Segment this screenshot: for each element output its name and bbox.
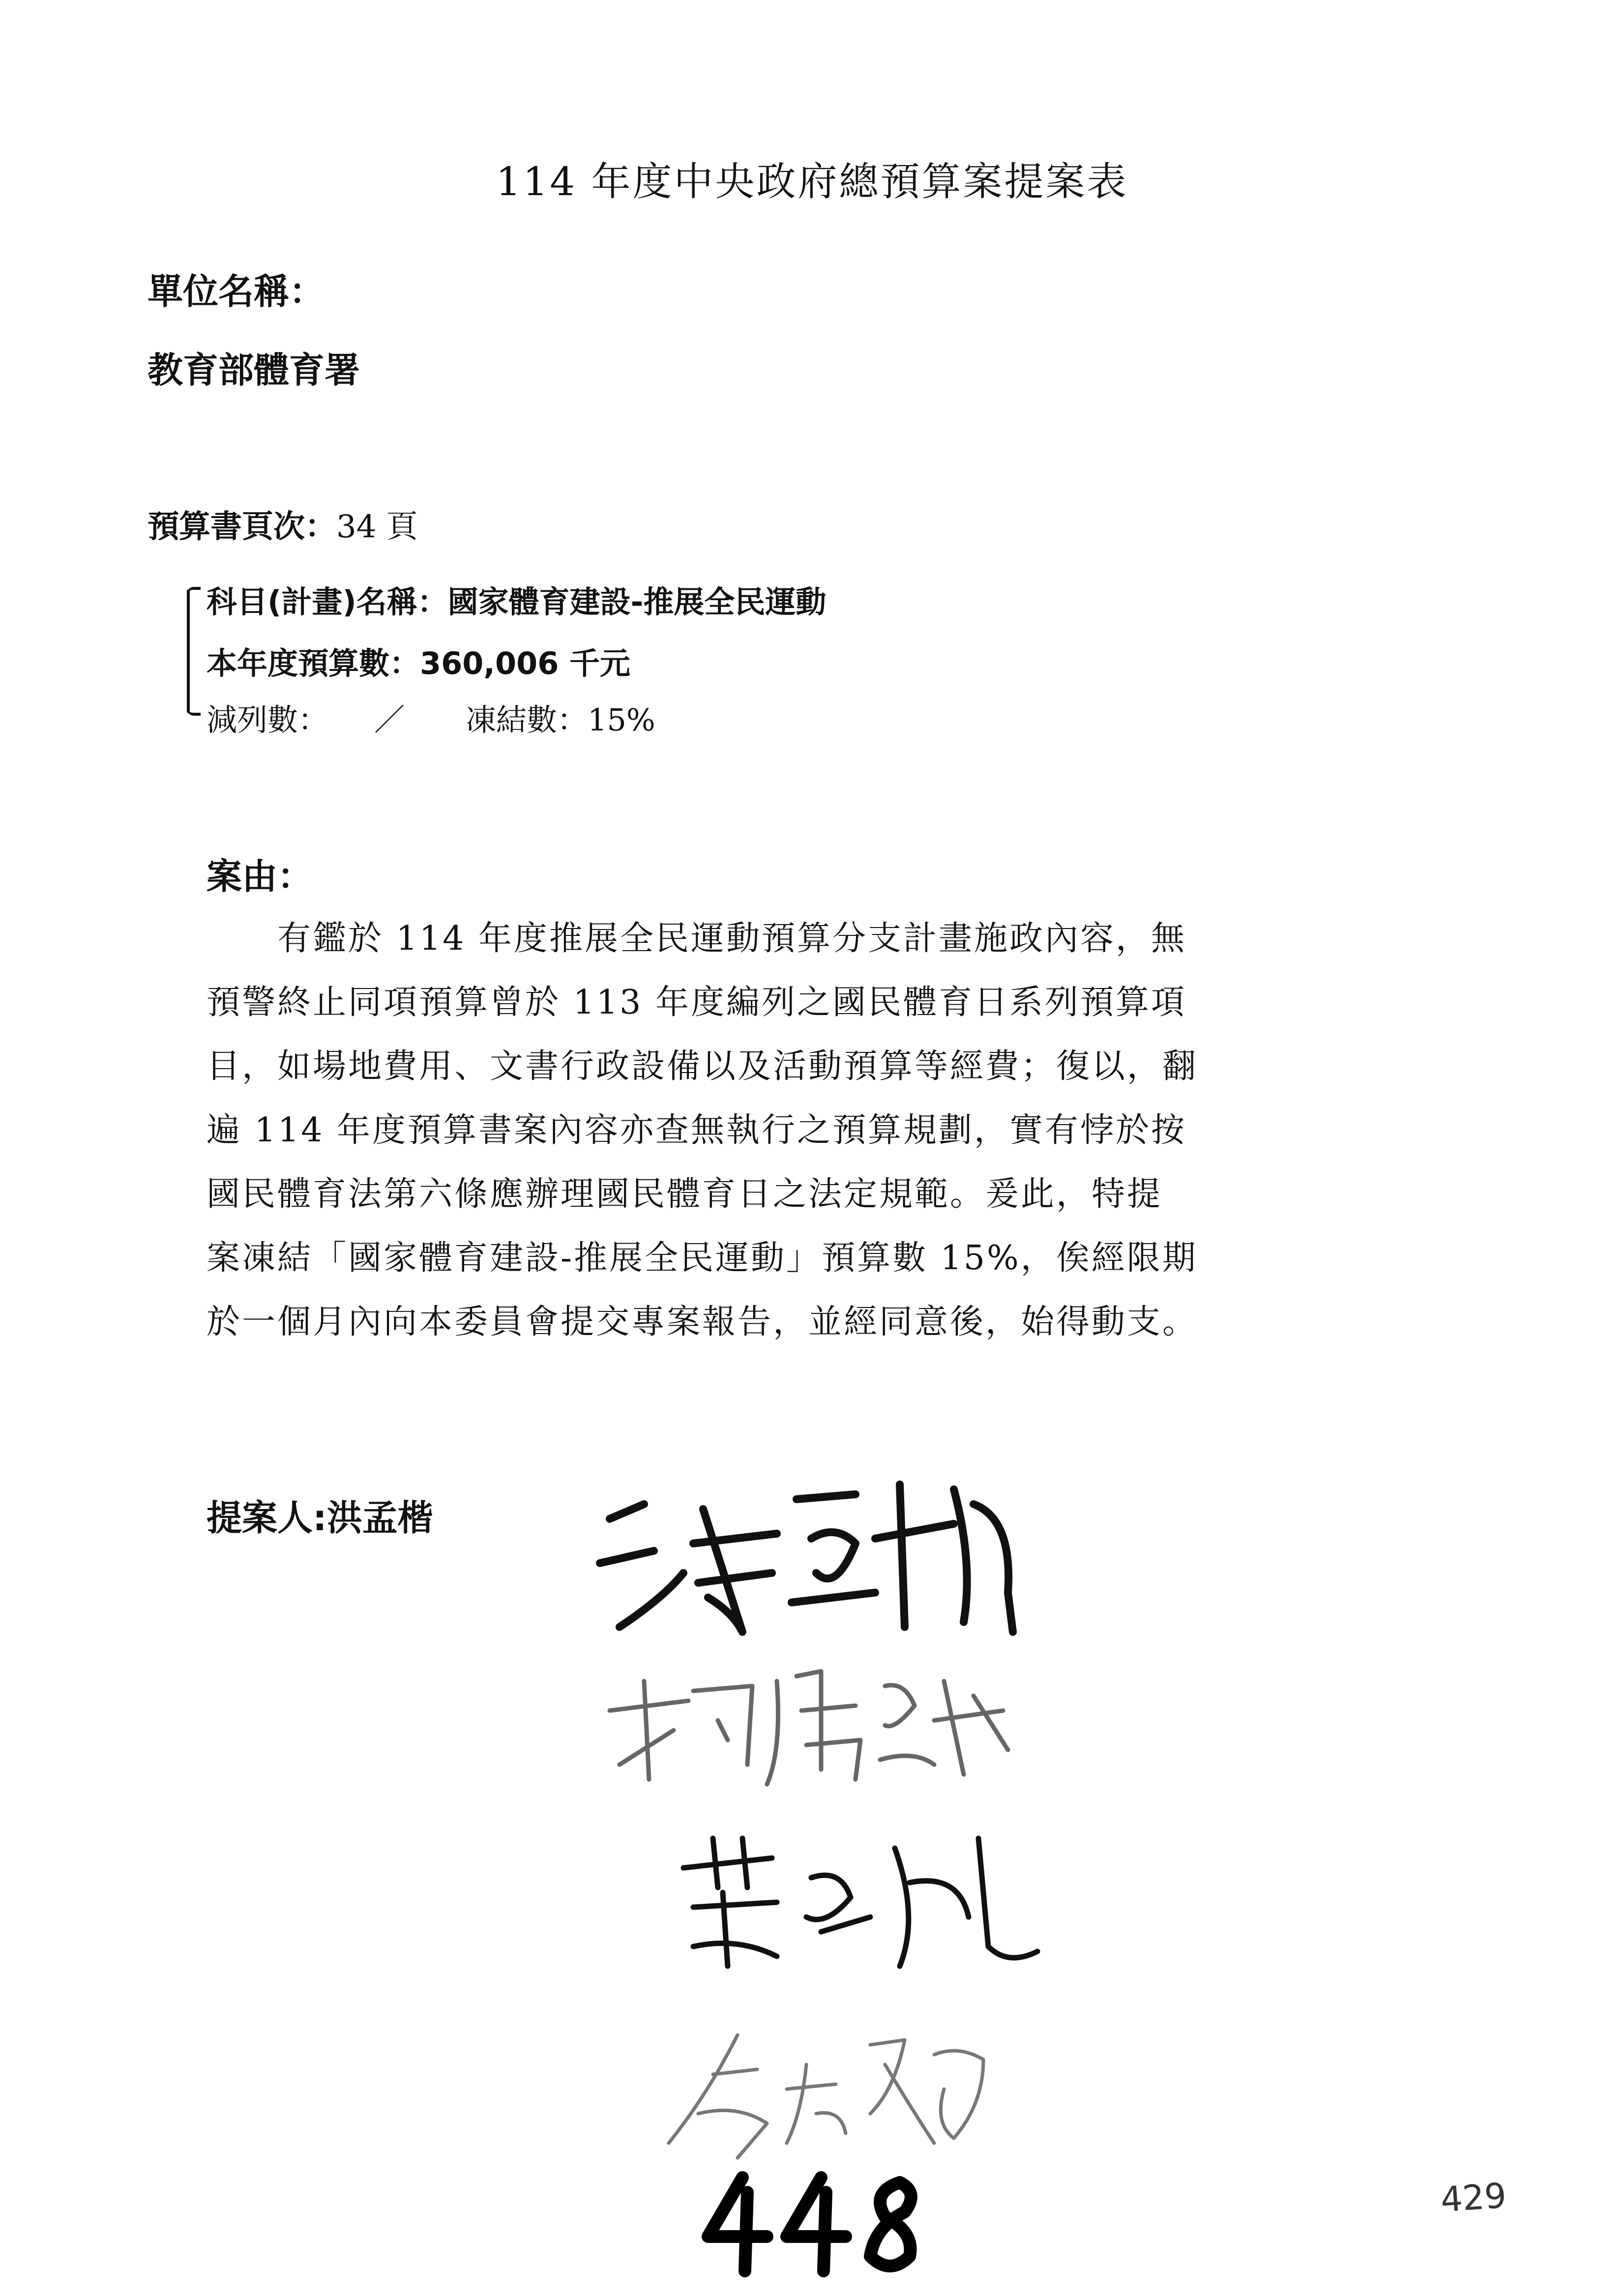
case-line: 案凍結「國家體育建設-推展全民運動」預算數 15%，俟經限期 <box>207 1239 1198 1278</box>
budget-page-reference <box>148 501 418 547</box>
case-line: 有鑑於 114 年度推展全民運動預算分支計畫施政內容，無 <box>207 919 1187 958</box>
signature-1 <box>580 1465 1047 1671</box>
signature-4 <box>639 2015 1033 2173</box>
page-ref-label: 預算書頁次： <box>148 509 336 545</box>
document-title: 114 年度中央政府總預算案提案表 <box>496 159 1128 204</box>
budget-item-name: 科目(計畫)名稱：國家體育建設-推展全民運動 <box>207 584 827 620</box>
page-ref-value: 34 頁 <box>336 509 418 545</box>
handwritten-number <box>688 2163 964 2286</box>
unit-value: 教育部體育署 <box>148 349 360 391</box>
left-brace <box>187 590 205 713</box>
case-line: 遍 114 年度預算書案內容亦查無執行之預算規劃，實有悖於按 <box>207 1111 1187 1150</box>
case-label: 案由： <box>207 856 313 897</box>
proposer: 提案人:洪孟楷 <box>207 1497 433 1539</box>
budget-cut-freeze: 減列數： ／ 凍結數：15% <box>207 702 655 738</box>
signature-3 <box>664 1819 1057 1976</box>
case-body <box>207 907 1416 1354</box>
page-number: 429 <box>1439 2175 1508 2220</box>
case-line: 國民體育法第六條應辦理國民體育日之法定規範。爰此，特提 <box>207 1175 1163 1214</box>
unit-label: 單位名稱： <box>148 271 325 312</box>
budget-amount: 本年度預算數：360,006 千元 <box>207 645 630 681</box>
signature-2 <box>590 1652 1033 1799</box>
case-line: 目，如場地費用、文書行政設備以及活動預算等經費；復以，翻 <box>207 1047 1198 1086</box>
case-line: 預警終止同項預算曾於 113 年度編列之國民體育日系列預算項 <box>207 983 1187 1022</box>
case-line: 於一個月內向本委員會提交專案報告，並經同意後，始得動支。 <box>207 1303 1198 1341</box>
